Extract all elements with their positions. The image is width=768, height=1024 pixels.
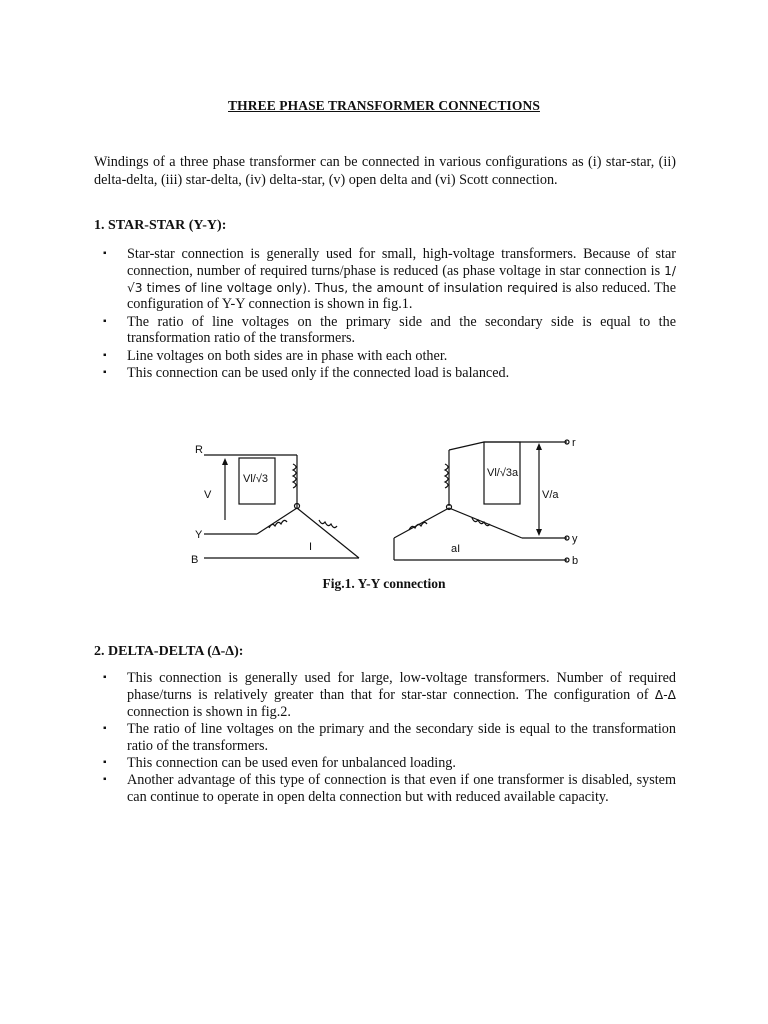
- list-item-text: This connection can be used even for unbalanced loading.: [127, 754, 456, 771]
- label-R: R: [195, 444, 203, 456]
- label-current: I: [309, 541, 313, 553]
- bullet-icon: ▪: [103, 672, 107, 683]
- list-item-text: Another advantage of this type of connection is that even if one transformer is disabled, system can continue to operate in open delta connection but with reduced available capacity.: [127, 772, 676, 806]
- document-title: THREE PHASE TRANSFORMER CONNECTIONS: [228, 98, 540, 113]
- star-star-bullet-list: [94, 246, 676, 382]
- label-V: V: [204, 489, 212, 501]
- list-item-text: Star-star connection is generally used for small, high-voltage transformers. Because of star connection, number of required turns/phase is reduced (as phase voltage in star connection is: [127, 246, 676, 279]
- primary-phase-y-lead: [257, 508, 297, 534]
- list-item-text: is also reduced. The configuration of Y-Y connection is shown in fig.1.: [127, 279, 677, 313]
- arrow-head-icon: [222, 458, 228, 465]
- bullet-icon: ▪: [103, 774, 107, 786]
- bullet-icon: ▪: [103, 367, 107, 379]
- figure-caption: Fig.1. Y-Y connection: [322, 576, 446, 591]
- list-item-text: connection is shown in fig.2.: [127, 703, 291, 720]
- label-B: B: [191, 554, 199, 566]
- list-item: [94, 365, 676, 382]
- label-secondary-voltage: V/a: [542, 489, 559, 501]
- label-Y: Y: [195, 529, 203, 541]
- list-item: [94, 755, 676, 772]
- label-b: b: [572, 555, 579, 567]
- list-item: [94, 348, 676, 365]
- primary-winding-b: [319, 520, 337, 528]
- list-item: [94, 670, 676, 720]
- list-item-text: The ratio of line voltages on the primary side and the secondary side is equal to the transformation ratio of the transformers.: [127, 313, 676, 347]
- primary-phase-b-lead: [297, 508, 359, 558]
- list-item-text: The ratio of line voltages on the primary and the secondary side is equal to the transformation ratio of the transformers.: [127, 720, 676, 754]
- bullet-icon: ▪: [103, 722, 107, 734]
- label-phase-voltage-secondary: Vl/√3a: [487, 467, 519, 479]
- secondary-phase-b-lead: [449, 508, 522, 538]
- secondary-winding-r: [445, 464, 448, 488]
- list-item-text: Line voltages on both sides are in phase with each other.: [127, 347, 448, 364]
- label-y: y: [572, 533, 578, 545]
- section-heading-delta-delta: 2. DELTA-DELTA (Δ-Δ):: [94, 644, 244, 659]
- list-item-text: Δ-Δ: [654, 687, 676, 702]
- secondary-phase-y-lead: [394, 508, 449, 538]
- bullet-icon: ▪: [103, 756, 107, 768]
- arrow-head-icon: [536, 529, 542, 536]
- list-item-text: This connection can be used only if the connected load is balanced.: [127, 365, 510, 382]
- yy-connection-diagram: [187, 436, 587, 576]
- list-item: [94, 314, 676, 348]
- list-item: [94, 772, 676, 806]
- primary-winding-r: [293, 464, 296, 488]
- primary-winding-y: [269, 520, 287, 528]
- label-phase-voltage: Vl/√3: [243, 473, 268, 485]
- list-item: [94, 246, 676, 313]
- section-heading-star-star: 1. STAR-STAR (Y-Y):: [94, 218, 227, 233]
- intro-paragraph: Windings of a three phase transformer can be connected in various configurations as (i) star-star, (ii) delta-delta, (iii) star-delta, (iv) delta-star, (v) open delta and (vi) Scott connection.: [94, 154, 676, 188]
- label-secondary-current: aI: [451, 543, 461, 555]
- list-item-text: 1/√3 times of line voltage only). Thus, the amount of insulation required: [127, 263, 676, 295]
- bullet-icon: ▪: [103, 349, 107, 361]
- arrow-head-icon: [536, 443, 542, 450]
- bullet-icon: ▪: [103, 248, 107, 259]
- list-item-text: This connection is generally used for large, low-voltage transformers. Number of required phase/turns is relatively greater than that for star-star connection. The configuration of: [127, 670, 676, 703]
- list-item: [94, 721, 676, 755]
- bullet-icon: ▪: [103, 315, 107, 327]
- delta-delta-bullet-list: [94, 670, 676, 806]
- label-r: r: [572, 437, 576, 449]
